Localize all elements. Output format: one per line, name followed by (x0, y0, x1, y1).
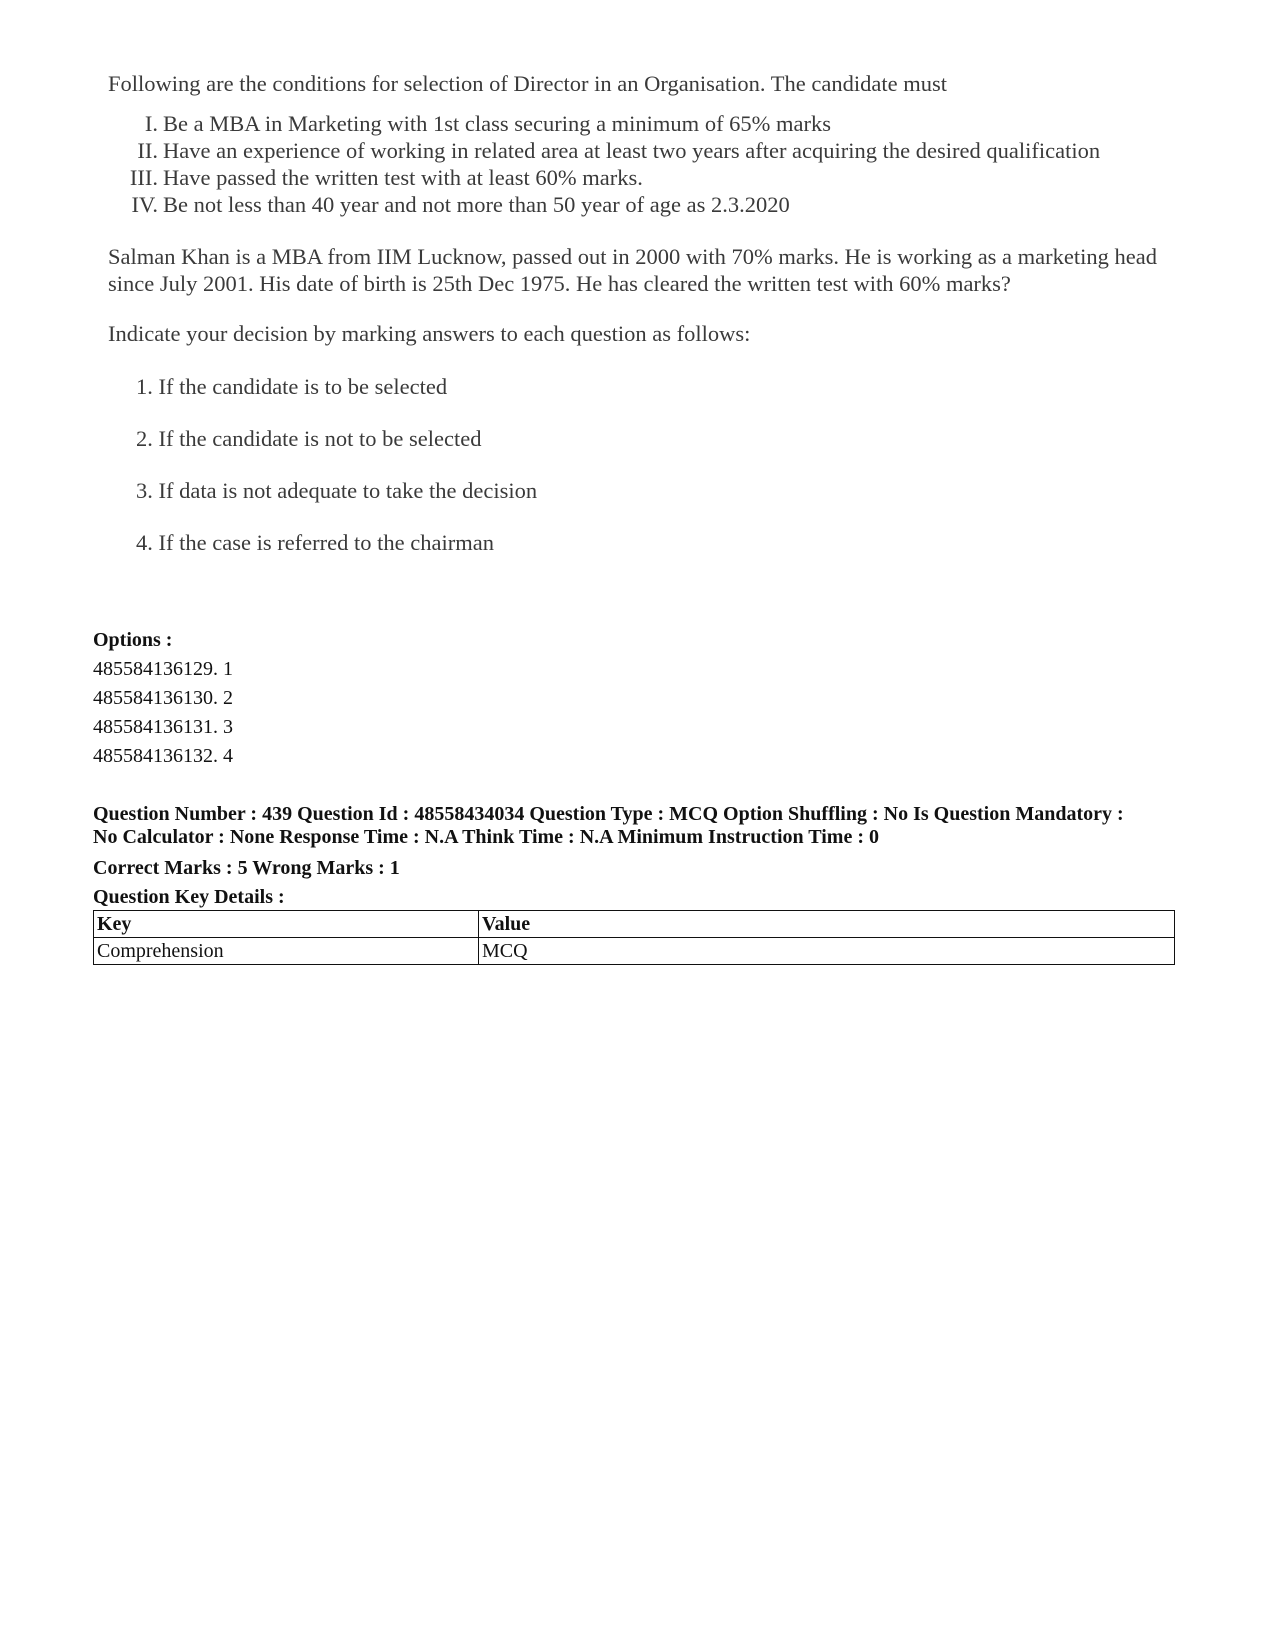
conditions-list (108, 110, 1168, 218)
key-details-title: Question Key Details : (93, 886, 285, 908)
condition-item (108, 191, 1168, 218)
metadata-line-2: No Calculator : None Response Time : N.A Think Time : N.A Minimum Instruction Time : 0 (93, 826, 879, 848)
condition-text: Have passed the written test with at least 60% marks. (163, 165, 643, 190)
table-cell-key: Comprehension (94, 938, 479, 965)
condition-number: II. (137, 138, 158, 163)
decision-options-list (108, 373, 1168, 581)
decision-option: 3. If data is not adequate to take the decision (136, 478, 538, 503)
question-metadata (93, 803, 1193, 912)
decision-option: 1. If the candidate is to be selected (136, 374, 448, 399)
table-header-key: Key (94, 911, 479, 938)
options-title: Options : (93, 629, 173, 651)
condition-item (108, 110, 1168, 137)
condition-number: IV. (131, 192, 158, 217)
table-header-row (94, 911, 1175, 938)
metadata-line-1: Question Number : 439 Question Id : 48558434034 Question Type : MCQ Option Shuffling : No Is Question Mandatory : (93, 803, 1124, 825)
question-image (108, 70, 1168, 581)
table-cell-value: MCQ (479, 938, 1175, 965)
condition-number: III. (129, 165, 158, 190)
condition-text: Have an experience of working in related area at least two years after acquiring the desired qualification (163, 138, 1101, 163)
option-item: 485584136129. 1 (93, 658, 233, 680)
condition-text: Be not less than 40 year and not more than 50 year of age as 2.3.2020 (163, 192, 790, 217)
options-section (93, 626, 233, 771)
key-details-table (93, 910, 1175, 965)
marks-line: Correct Marks : 5 Wrong Marks : 1 (93, 857, 400, 879)
condition-text: Be a MBA in Marketing with 1st class securing a minimum of 65% marks (163, 111, 832, 136)
decision-option: 4. If the case is referred to the chairman (136, 530, 494, 555)
option-item: 485584136130. 2 (93, 687, 233, 709)
question-intro: Following are the conditions for selection of Director in an Organisation. The candidate must (108, 71, 947, 96)
decision-lead: Indicate your decision by marking answers to each question as follows: (108, 321, 751, 346)
condition-item (108, 137, 1168, 164)
table-row (94, 938, 1175, 965)
condition-number: I. (144, 111, 158, 136)
table-header-value: Value (479, 911, 1175, 938)
case-description: Salman Khan is a MBA from IIM Lucknow, passed out in 2000 with 70% marks. He is working as a marketing head since July 2001. His date of birth is 25th Dec 1975. He has cleared the written test with 60% marks? (108, 244, 1157, 296)
option-item: 485584136132. 4 (93, 745, 233, 767)
decision-option: 2. If the candidate is not to be selected (136, 426, 482, 451)
option-item: 485584136131. 3 (93, 716, 233, 738)
condition-item (108, 164, 1168, 191)
